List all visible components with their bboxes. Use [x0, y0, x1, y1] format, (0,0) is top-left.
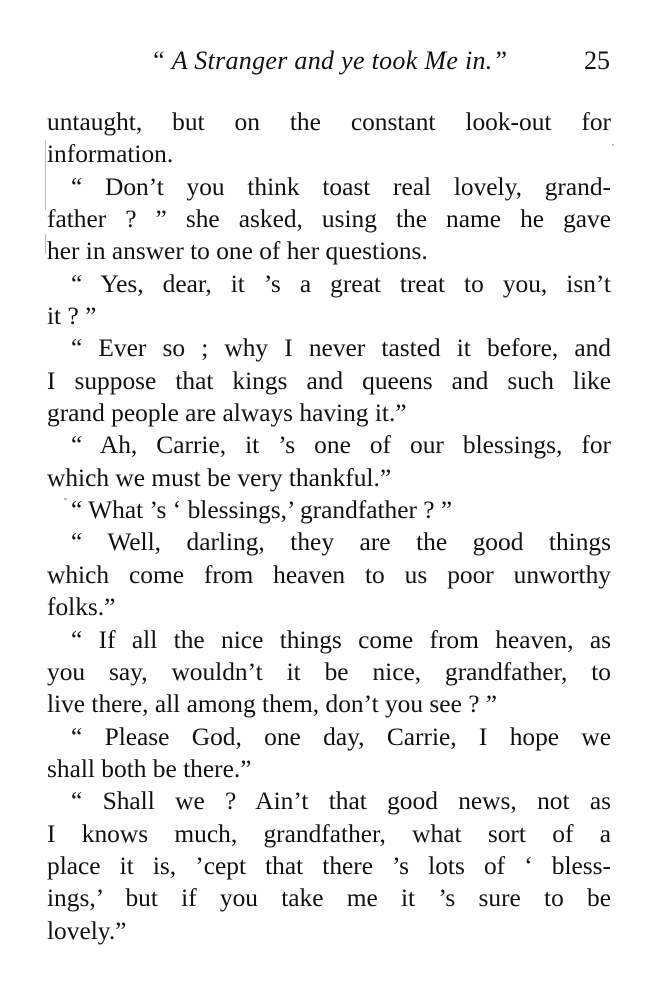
text-line: place it is, ’cept that there ’s lots of ‘ bless-	[47, 851, 611, 880]
margin-mark	[45, 234, 46, 254]
text-line: which we must be very thankful.”	[47, 463, 392, 492]
text-line: I suppose that kings and queens and such like	[47, 366, 611, 395]
text-line: live there, all among them, don’t you see ? ”	[47, 690, 498, 719]
text-line: “ Shall we ? Ain’t that good news, not as	[71, 787, 611, 816]
text-line: “ Please God, one day, Carrie, I hope we	[71, 722, 611, 751]
text-line: information.	[47, 140, 174, 169]
text-line: lovely.”	[47, 916, 127, 945]
running-head	[48, 46, 610, 86]
text-line: father ? ” she asked, using the name he gave	[47, 205, 611, 234]
text-line: her in answer to one of her questions.	[47, 237, 428, 266]
text-line: folks.”	[47, 593, 116, 622]
text-line: “ Well, darling, they are the good things	[71, 528, 611, 557]
body-text	[47, 106, 611, 947]
page-number: 25	[584, 46, 610, 75]
text-line: untaught, but on the constant look-out for	[47, 108, 611, 136]
margin-mark	[612, 144, 614, 146]
text-line: “ Ever so ; why I never tasted it before, and	[71, 334, 611, 363]
text-line: “ What ’s ‘ blessings,’ grandfather ? ”	[71, 496, 453, 525]
running-title: “ A Stranger and ye took Me in.”	[150, 46, 508, 75]
text-line: “ Yes, dear, it ’s a great treat to you, isn’t	[71, 269, 611, 298]
text-line: it ? ”	[47, 302, 97, 331]
text-line: I knows much, grandfather, what sort of a	[47, 819, 611, 848]
text-line: which come from heaven to us poor unworthy	[47, 560, 611, 589]
text-line: ings,’ but if you take me it ’s sure to be	[47, 884, 611, 913]
text-line: “ Ah, Carrie, it ’s one of our blessings, for	[71, 431, 611, 460]
text-line: “ Don’t you think toast real lovely, grand-	[71, 172, 611, 201]
text-line: you say, wouldn’t it be nice, grandfather, to	[47, 657, 611, 686]
text-line: shall both be there.”	[47, 754, 252, 783]
text-line: grand people are always having it.”	[47, 399, 407, 428]
text-line: “ If all the nice things come from heaven, as	[71, 625, 611, 654]
margin-mark	[64, 498, 67, 500]
margin-mark	[45, 140, 46, 210]
